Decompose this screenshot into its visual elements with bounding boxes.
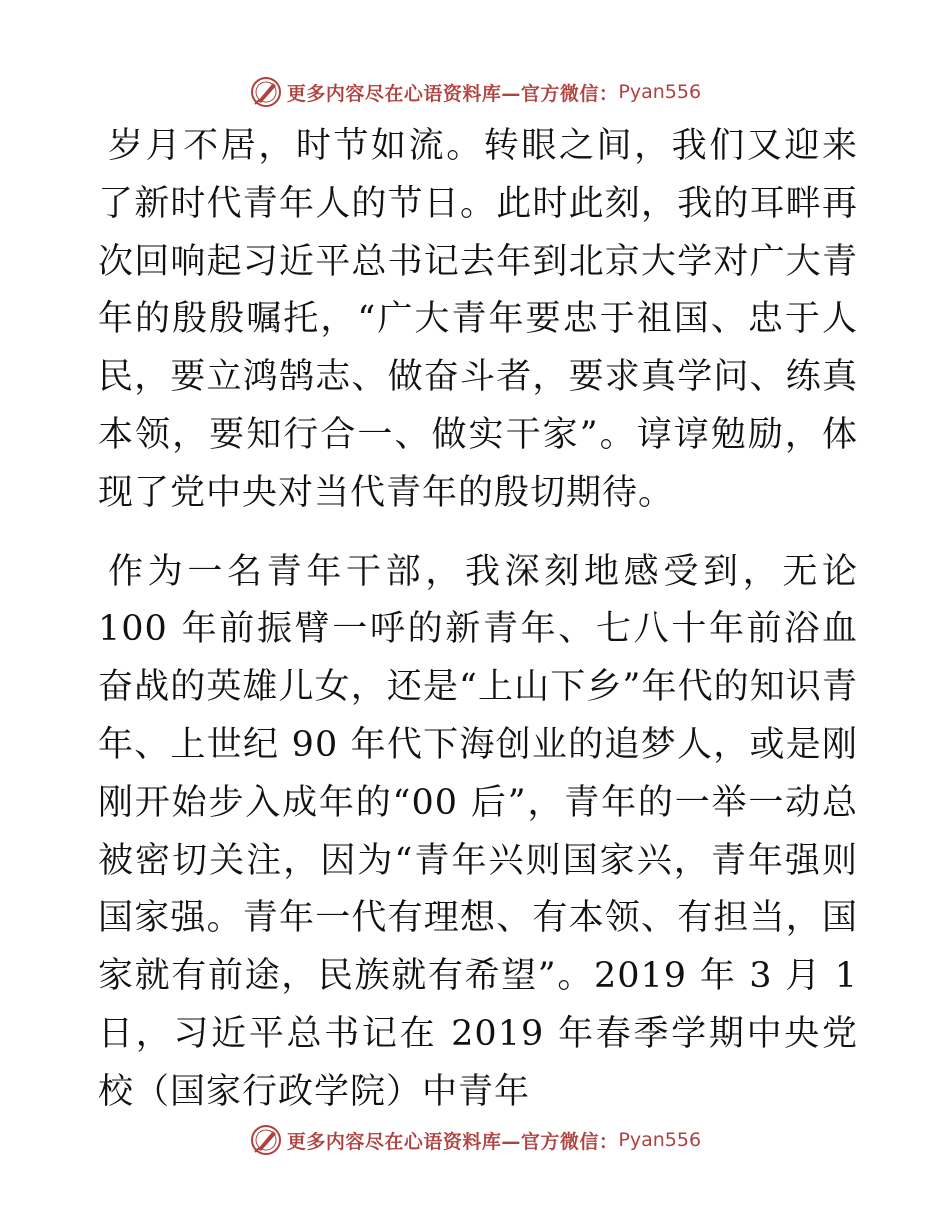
quill-pen-logo-icon [249,75,283,109]
header-banner-text: 更多内容尽在心语资料库—官方微信： [286,82,619,105]
document-body [98,118,858,1122]
footer-banner [0,1120,950,1160]
paragraph-1: 岁月不居，时节如流。转眼之间，我们又迎来了新时代青年人的节日。此时此刻，我的耳畔再次回响起习近平总书记去年到北京大学对广大青年的殷殷嘱托，“广大青年要忠于祖国、忠于人民，要立鸿鹄志、做奋斗者，要求真学问、练真本领，要知行合一、做实干家”。谆谆勉励，体现了党中央对当代青年的殷切期待。 [98,126,858,513]
header-wechat-id: Pyan556 [618,81,702,103]
footer-wechat-id: Pyan556 [618,1129,702,1151]
paragraph-2: 作为一名青年干部，我深刻地感受到，无论 100 年前振臂一呼的新青年、七八十年前浴血奋战的英雄儿女，还是“上山下乡”年代的知识青年、上世纪 90 年代下海创业的追梦人，或是刚刚开始步入成年的“00 后”，青年的一举一动总被密切关注，因为“青年兴则国家兴，青年强则国家强。青年一代有理想、有本领、有担当，国家就有前途，民族就有希望”。2019 年 3 月 1 日，习近平总书记在 2019 年春季学期中央党校（国家行政学院）中青年 [98,551,858,1112]
footer-banner-text: 更多内容尽在心语资料库—官方微信： [286,1130,619,1153]
header-banner [0,72,950,112]
quill-pen-logo-icon [249,1123,283,1157]
